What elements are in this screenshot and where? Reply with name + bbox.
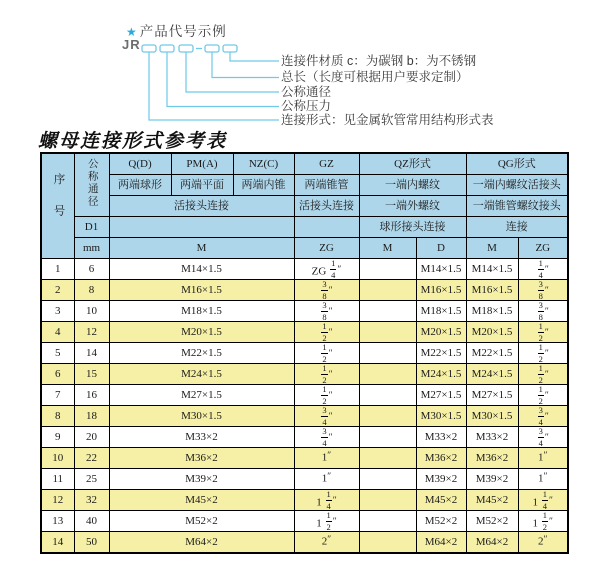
table-cell: 1 $\frac{1}{2}$ ″ bbox=[294, 511, 359, 532]
table-cell: M27×1.5 bbox=[466, 385, 518, 406]
connector-line bbox=[167, 52, 279, 107]
table-cell: M36×2 bbox=[416, 448, 466, 469]
table-cell: 14 bbox=[74, 343, 109, 364]
table-cell: 13 bbox=[41, 511, 74, 532]
table-cell bbox=[359, 259, 416, 280]
table-cell: 20 bbox=[74, 427, 109, 448]
table-cell bbox=[359, 385, 416, 406]
table-cell: 2″ bbox=[294, 532, 359, 554]
header-cell-gz: GZ bbox=[294, 153, 359, 175]
table-cell: M16×1.5 bbox=[416, 280, 466, 301]
table-cell: M20×1.5 bbox=[109, 322, 294, 343]
header-cell-gz-unit: ZG bbox=[294, 238, 359, 259]
header-cell-qg-m: M bbox=[466, 238, 518, 259]
table-cell: M18×1.5 bbox=[466, 301, 518, 322]
table-cell bbox=[359, 301, 416, 322]
table-cell: M24×1.5 bbox=[109, 364, 294, 385]
header-row bbox=[41, 196, 568, 217]
table-cell: 1 $\frac{1}{4}$ ″ bbox=[294, 490, 359, 511]
table-row bbox=[41, 385, 568, 406]
code-box-icon bbox=[179, 45, 193, 52]
table-cell: M39×2 bbox=[416, 469, 466, 490]
table-cell: 2 bbox=[41, 280, 74, 301]
code-label-connection: 连接形式：见金属软管常用结构形式表 bbox=[281, 113, 494, 127]
code-label-pressure: 公称压力 bbox=[281, 99, 332, 113]
code-label-length: 总长（长度可根据用户要求定制） bbox=[281, 70, 469, 84]
table-cell: $\frac{3}{4}$ ″ bbox=[518, 427, 568, 448]
table-cell: M27×1.5 bbox=[416, 385, 466, 406]
table-cell: 4 bbox=[41, 322, 74, 343]
table-cell: M36×2 bbox=[466, 448, 518, 469]
table-cell: $\frac{3}{4}$ ″ bbox=[294, 427, 359, 448]
table-cell: 1″ bbox=[294, 469, 359, 490]
table-cell: 14 bbox=[41, 532, 74, 554]
header-row bbox=[41, 238, 568, 259]
table-cell bbox=[359, 490, 416, 511]
header-row bbox=[41, 153, 568, 175]
table-cell: M24×1.5 bbox=[466, 364, 518, 385]
header-cell-m-left: M bbox=[109, 238, 294, 259]
header-cell-gz-joint: 活接头连接 bbox=[294, 196, 359, 217]
table-row bbox=[41, 301, 568, 322]
table-cell bbox=[359, 406, 416, 427]
table-cell: 40 bbox=[74, 511, 109, 532]
table-cell: 18 bbox=[74, 406, 109, 427]
header-cell-qg-sub1: 一端内螺纹活接头 bbox=[466, 175, 568, 196]
table-cell: 1″ bbox=[518, 469, 568, 490]
table-row bbox=[41, 448, 568, 469]
header-cell-joint-left: 活接头连接 bbox=[109, 196, 294, 217]
table-cell bbox=[359, 364, 416, 385]
table-cell: 11 bbox=[41, 469, 74, 490]
header-cell-mm: mm bbox=[74, 238, 109, 259]
connector-line bbox=[186, 52, 279, 92]
table-cell: M14×1.5 bbox=[416, 259, 466, 280]
table-cell: M39×2 bbox=[466, 469, 518, 490]
table-cell: 12 bbox=[41, 490, 74, 511]
table-cell: M39×2 bbox=[109, 469, 294, 490]
table-body bbox=[41, 259, 568, 554]
table-cell: M52×2 bbox=[466, 511, 518, 532]
table-cell: M27×1.5 bbox=[109, 385, 294, 406]
table-cell: $\frac{1}{2}$ ″ bbox=[294, 385, 359, 406]
table-cell: 16 bbox=[74, 385, 109, 406]
header-cell-q-sub: 两端球形 bbox=[109, 175, 171, 196]
table-cell: M14×1.5 bbox=[466, 259, 518, 280]
header-cell-qg: QG形式 bbox=[466, 153, 568, 175]
header-seq-text: 序号 bbox=[52, 172, 65, 236]
table-cell: $\frac{1}{2}$ ″ bbox=[518, 343, 568, 364]
table-cell: M18×1.5 bbox=[109, 301, 294, 322]
table-cell: M33×2 bbox=[416, 427, 466, 448]
table-cell: 8 bbox=[74, 280, 109, 301]
header-cell-qz-sub2: 一端外螺纹 bbox=[359, 196, 466, 217]
header-cell-pm-sub: 两端平面 bbox=[171, 175, 233, 196]
table-cell: M33×2 bbox=[466, 427, 518, 448]
empty-cell bbox=[109, 217, 294, 238]
table-cell: 6 bbox=[41, 364, 74, 385]
header-cell-qz-sub3: 球形接头连接 bbox=[359, 217, 466, 238]
table-cell bbox=[359, 469, 416, 490]
table-cell bbox=[359, 532, 416, 554]
code-box-icon bbox=[205, 45, 219, 52]
product-code-heading bbox=[126, 20, 227, 40]
table-row bbox=[41, 511, 568, 532]
table-cell: M52×2 bbox=[109, 511, 294, 532]
header-cell-pm: PM(A) bbox=[171, 153, 233, 175]
table-cell: 10 bbox=[74, 301, 109, 322]
table-cell: 1″ bbox=[294, 448, 359, 469]
table-cell: ZG $\frac{1}{4}$ ″ bbox=[294, 259, 359, 280]
header-cell-seq bbox=[41, 153, 74, 259]
table-row bbox=[41, 364, 568, 385]
table-cell: M30×1.5 bbox=[109, 406, 294, 427]
table-cell bbox=[359, 427, 416, 448]
table-cell: $\frac{1}{2}$ ″ bbox=[294, 322, 359, 343]
code-box-icon bbox=[160, 45, 174, 52]
table-cell: M18×1.5 bbox=[416, 301, 466, 322]
code-box-icon bbox=[223, 45, 237, 52]
table-cell: 2″ bbox=[518, 532, 568, 554]
table-row bbox=[41, 532, 568, 554]
header-row bbox=[41, 217, 568, 238]
connector-line bbox=[212, 52, 279, 78]
header-cell-qg-sub2: 一端锥管螺纹接头 bbox=[466, 196, 568, 217]
table-cell: $\frac{3}{8}$ ″ bbox=[294, 301, 359, 322]
table-cell: 6 bbox=[74, 259, 109, 280]
empty-cell bbox=[294, 217, 359, 238]
table-cell: 9 bbox=[41, 427, 74, 448]
table-row bbox=[41, 343, 568, 364]
table-cell: 22 bbox=[74, 448, 109, 469]
table-cell: M14×1.5 bbox=[109, 259, 294, 280]
table-cell: M22×1.5 bbox=[466, 343, 518, 364]
table-row bbox=[41, 469, 568, 490]
header-cell-qz-sub1: 一端内螺纹 bbox=[359, 175, 466, 196]
table-cell: 1 $\frac{1}{2}$ ″ bbox=[518, 511, 568, 532]
table-cell: M16×1.5 bbox=[466, 280, 518, 301]
table-cell: 7 bbox=[41, 385, 74, 406]
table-row bbox=[41, 490, 568, 511]
table-row bbox=[41, 259, 568, 280]
table-cell: M64×2 bbox=[109, 532, 294, 554]
table-cell: $\frac{1}{2}$ ″ bbox=[294, 343, 359, 364]
table-cell: 15 bbox=[74, 364, 109, 385]
code-box-icon bbox=[142, 45, 156, 52]
table-row bbox=[41, 280, 568, 301]
table-cell: M45×2 bbox=[466, 490, 518, 511]
table-row bbox=[41, 427, 568, 448]
table-cell: M52×2 bbox=[416, 511, 466, 532]
table-cell: M33×2 bbox=[109, 427, 294, 448]
table-cell bbox=[359, 343, 416, 364]
table-cell: $\frac{1}{4}$ ″ bbox=[518, 259, 568, 280]
table-header bbox=[41, 153, 568, 259]
table-cell: 3 bbox=[41, 301, 74, 322]
connector-line bbox=[149, 52, 279, 120]
nut-connection-table bbox=[40, 152, 569, 554]
table-cell: $\frac{3}{4}$ ″ bbox=[294, 406, 359, 427]
table-cell bbox=[359, 448, 416, 469]
connector-line bbox=[230, 52, 279, 61]
table-cell: 1 $\frac{1}{4}$ ″ bbox=[518, 490, 568, 511]
table-title: 螺母连接形式参考表 bbox=[38, 131, 228, 152]
table-cell: $\frac{3}{8}$ ″ bbox=[518, 301, 568, 322]
table-cell: 8 bbox=[41, 406, 74, 427]
product-code-heading-text: 产品代号示例 bbox=[139, 24, 227, 39]
header-cell-gz-sub: 两端锥管 bbox=[294, 175, 359, 196]
table-cell: 5 bbox=[41, 343, 74, 364]
table-cell: $\frac{1}{2}$ ″ bbox=[518, 364, 568, 385]
header-cell-qg-zg: ZG bbox=[518, 238, 568, 259]
table-cell: $\frac{3}{8}$ ″ bbox=[294, 280, 359, 301]
table-cell: M30×1.5 bbox=[466, 406, 518, 427]
table-cell: 1″ bbox=[518, 448, 568, 469]
star-icon: ★ bbox=[126, 25, 138, 39]
table-cell: 12 bbox=[74, 322, 109, 343]
table-cell: $\frac{3}{4}$ ″ bbox=[518, 406, 568, 427]
code-label-diameter: 公称通径 bbox=[281, 85, 332, 99]
table-cell: M64×2 bbox=[416, 532, 466, 554]
header-cell-nz-sub: 两端内锥 bbox=[233, 175, 294, 196]
table-cell: $\frac{1}{2}$ ″ bbox=[294, 364, 359, 385]
table-cell: 10 bbox=[41, 448, 74, 469]
table-cell: M20×1.5 bbox=[466, 322, 518, 343]
header-cell-dn bbox=[74, 153, 109, 217]
code-label-material: 连接件材质 c：为碳钢 b：为不锈钢 bbox=[281, 54, 477, 68]
table-cell: 25 bbox=[74, 469, 109, 490]
table-cell: 1 bbox=[41, 259, 74, 280]
header-cell-d1: D1 bbox=[74, 217, 109, 238]
table-cell: M64×2 bbox=[466, 532, 518, 554]
table-cell: M22×1.5 bbox=[416, 343, 466, 364]
table-cell: $\frac{3}{8}$ ″ bbox=[518, 280, 568, 301]
header-row bbox=[41, 175, 568, 196]
header-dn-text: 公称通径 bbox=[86, 158, 98, 209]
table-cell: M45×2 bbox=[109, 490, 294, 511]
table-cell: M22×1.5 bbox=[109, 343, 294, 364]
table-cell: M16×1.5 bbox=[109, 280, 294, 301]
header-cell-qz-d: D bbox=[416, 238, 466, 259]
table-cell: M45×2 bbox=[416, 490, 466, 511]
table-cell: $\frac{1}{2}$ ″ bbox=[518, 385, 568, 406]
table-cell: M24×1.5 bbox=[416, 364, 466, 385]
table-cell: M36×2 bbox=[109, 448, 294, 469]
header-cell-qz-m: M bbox=[359, 238, 416, 259]
table-cell bbox=[359, 280, 416, 301]
table-cell bbox=[359, 511, 416, 532]
header-cell-qg-sub3: 连接 bbox=[466, 217, 568, 238]
table-cell: $\frac{1}{2}$ ″ bbox=[518, 322, 568, 343]
table-row bbox=[41, 322, 568, 343]
table-cell: 50 bbox=[74, 532, 109, 554]
header-cell-nz: NZ(C) bbox=[233, 153, 294, 175]
header-cell-q: Q(D) bbox=[109, 153, 171, 175]
header-cell-qz: QZ形式 bbox=[359, 153, 466, 175]
table-row bbox=[41, 406, 568, 427]
table-cell: M30×1.5 bbox=[416, 406, 466, 427]
table-cell: M20×1.5 bbox=[416, 322, 466, 343]
code-prefix: JR bbox=[122, 37, 141, 52]
table-cell bbox=[359, 322, 416, 343]
table-cell: 32 bbox=[74, 490, 109, 511]
